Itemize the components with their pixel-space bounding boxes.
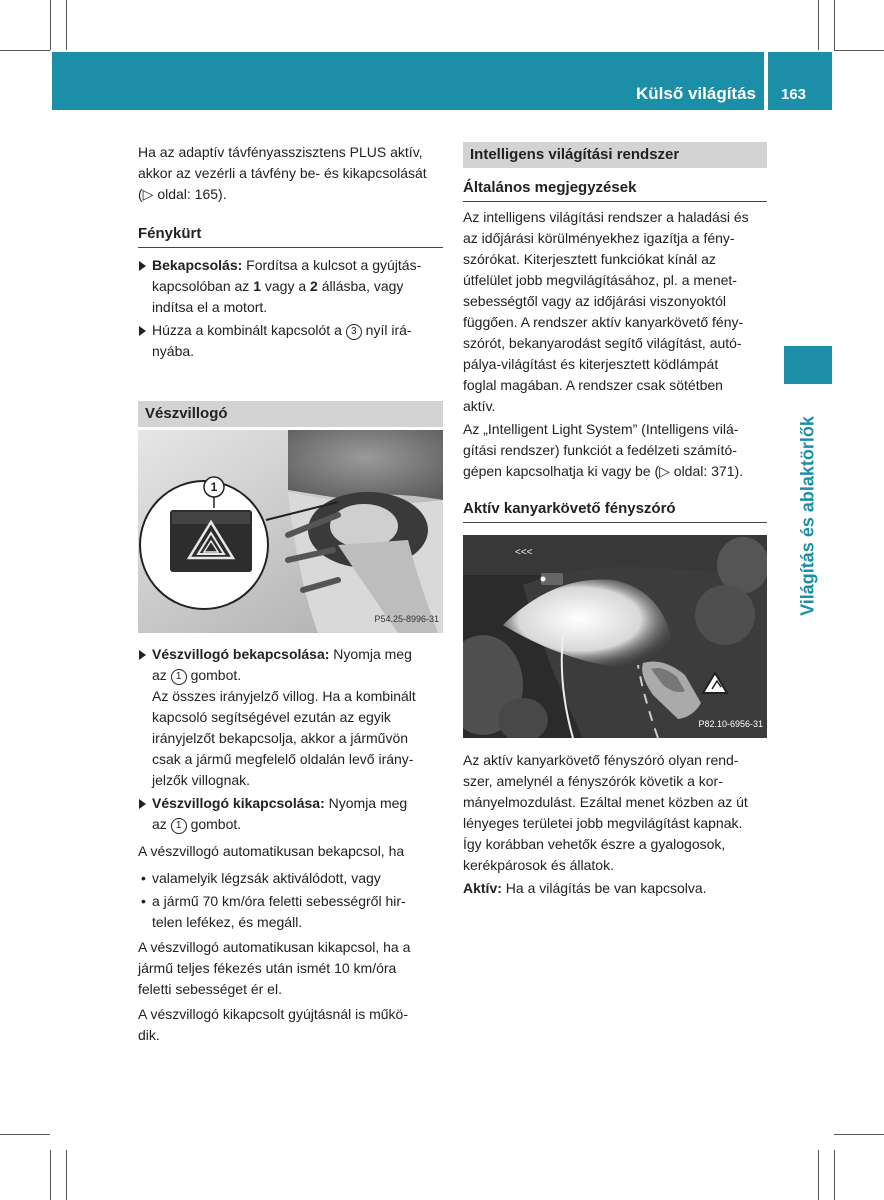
instruction-step: Bekapcsolás: Fordítsa a kulcsot a gyújtás- kapcsolóban az 1 vagy a 2 állásba, vagy indítsa el a motort.: [138, 255, 443, 318]
crop-mark: [834, 1150, 835, 1200]
paragraph: Az intelligens világítási rendszer a haladási és az időjárási körülményekhez igazítja a fény- szórókat. Kiterjesztett funkciókat kínál az útfelület jobb megvilágításához, pl. a menet- sebességtől vagy az időjárási viszonyoktól függően. A rendszer aktív kanyarkövető fény- szórót, bekanyarodást segítő világítást, autó- pálya-világítást és kiterjesztett ködlámpát foglal magában. A rendszer csak sötétben aktív.: [463, 209, 749, 414]
heading-rule: [463, 201, 767, 202]
subheading-general: Általános megjegyzések: [463, 179, 637, 196]
figure-code: P82.10-6956-31: [698, 719, 763, 729]
section-heading-veszvillogo: Vészvillogó: [138, 401, 443, 427]
crop-mark: [66, 0, 67, 50]
crop-mark: [0, 50, 50, 51]
paragraph: Az „Intelligent Light System” (Intelligens vilá- gítási rendszer) funkciót a fedélzeti számító- gépen kapcsolhatja ki vagy be (▷ oldal: 371).: [463, 421, 744, 479]
callout-number: 1: [171, 818, 187, 834]
page-number-box: [768, 52, 832, 110]
instruction-step: Vészvillogó bekapcsolása: Nyomja meg az 1 gombot. Az összes irányjelző villog. Ha a kombinált kapcsoló segítségével ezután az egyik irányjelzőt bekapcsolja, akkor a járművön csak a jármű megfelelő oldalán levő irány- jelzők villognak.: [138, 644, 443, 791]
hazard-switch-illustration: [138, 430, 443, 633]
crop-mark: [834, 50, 884, 51]
figure-callout: 1: [210, 480, 218, 494]
heading-rule: [463, 522, 767, 523]
figure-code: P54.25-8996-31: [374, 614, 439, 624]
crop-mark: [818, 0, 819, 50]
heading-rule: [138, 247, 443, 248]
svg-text:<<<: <<<: [515, 547, 533, 558]
step-arrow-icon: [139, 261, 146, 271]
step-arrow-icon: [139, 326, 146, 336]
right-column: [463, 142, 767, 899]
callout-number: 3: [346, 324, 362, 340]
paragraph: A vészvillogó automatikusan kikapcsol, ha a jármű teljes fékezés után ismét 10 km/óra feletti sebességet ér el.: [138, 939, 411, 997]
crop-mark: [50, 0, 51, 50]
cornering-light-illustration: [463, 535, 767, 738]
side-tab-marker: [784, 346, 832, 384]
bullet-item: • valamelyik légzsák aktiválódott, vagy: [138, 868, 443, 889]
instruction-step: Vészvillogó kikapcsolása: Nyomja meg az 1 gombot.: [138, 793, 443, 835]
left-column: [138, 142, 443, 1046]
crop-mark: [0, 1134, 50, 1135]
bullet-dot: •: [141, 893, 146, 909]
callout-number: 1: [171, 669, 187, 685]
page-header-title: Külső világítás: [636, 84, 756, 103]
subheading-active-cornering: Aktív kanyarkövető fényszóró: [463, 500, 676, 517]
cornering-light-drawing: [463, 535, 767, 738]
instruction-step: Húzza a kombinált kapcsolót a 3 nyíl irá- nyába.: [138, 320, 443, 362]
crop-mark: [66, 1150, 67, 1200]
intro-paragraph: Ha az adaptív távfényasszisztens PLUS aktív, akkor az vezérli a távfény be- és kikapcsolását (▷ oldal: 165).: [138, 144, 427, 202]
crop-mark: [834, 1134, 884, 1135]
crop-mark: [818, 1150, 819, 1200]
paragraph: A vészvillogó kikapcsolt gyújtásnál is műkö- dik.: [138, 1006, 409, 1043]
header-bar: [52, 52, 764, 110]
paragraph: A vészvillogó automatikusan bekapcsol, ha: [138, 843, 405, 859]
step-arrow-icon: [139, 650, 146, 660]
paragraph: Aktív: Ha a világítás be van kapcsolva.: [463, 880, 707, 896]
crop-mark: [834, 0, 835, 50]
section-heading-intelligens: Intelligens világítási rendszer: [463, 142, 767, 168]
page-number: 163: [781, 86, 807, 103]
bullet-dot: •: [141, 870, 146, 886]
side-tab-title: Világítás és ablaktörlők: [797, 416, 818, 616]
crop-mark: [50, 1150, 51, 1200]
hazard-switch-drawing: [138, 430, 443, 633]
paragraph: Az aktív kanyarkövető fényszóró olyan rend- szer, amelynél a fényszórók követik a kor- mányelmozdulást. Ezáltal menet közben az út lényeges területei jobb megvilágítást kapnak. Így korábban vehetők észre a gyalogosok, kerékpárosok és állatok.: [463, 752, 748, 873]
step-arrow-icon: [139, 799, 146, 809]
bullet-item: • a jármű 70 km/óra feletti sebességről hir- telen lefékez, és megáll.: [141, 893, 406, 930]
section-heading-fenykurt: Fénykürt: [138, 225, 202, 242]
